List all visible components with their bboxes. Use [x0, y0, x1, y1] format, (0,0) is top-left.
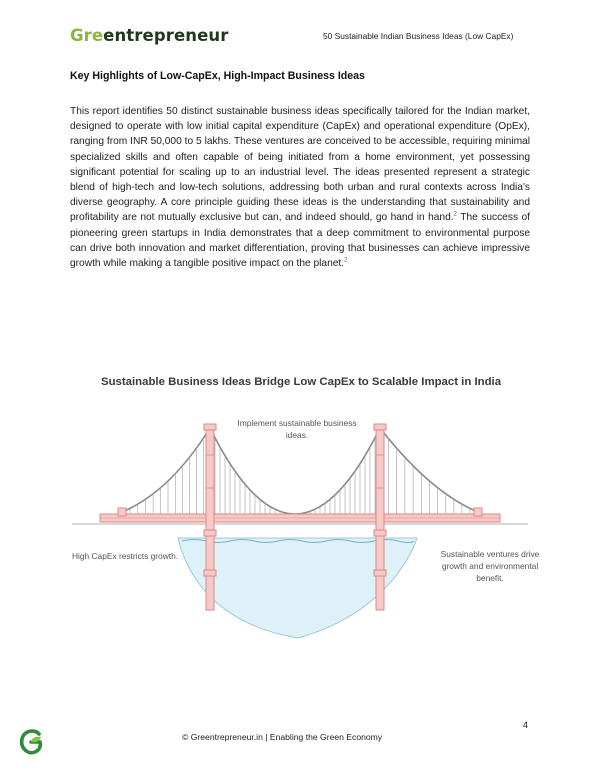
section-heading: Key Highlights of Low-CapEx, High-Impact Business Ideas	[70, 70, 365, 82]
bridge-illustration	[60, 410, 540, 650]
right-end-post	[474, 508, 482, 516]
suspender-cables	[130, 438, 470, 514]
label-sustainable-ventures: Sustainable ventures drive growth and environmental benefit.	[440, 549, 540, 583]
label-high-capex: High CapEx restricts growth.	[71, 551, 179, 561]
footnote-ref-1[interactable]: 2	[453, 212, 457, 219]
brand-logo	[70, 26, 228, 45]
left-tower	[204, 424, 216, 610]
document-title: 50 Sustainable Indian Business Ideas (Low CapEx)	[323, 31, 514, 41]
greentrepreneur-g-leaf-icon	[18, 728, 44, 756]
brand-prefix: Gre	[70, 26, 104, 45]
paragraph-part-2: The success of pioneering green startups in India demonstrates that a deep commitment to environmental purpose can drive both innovation and market differentiation, proving that businesses can achieve impressive growth while making a tangible positive impact on the planet.	[70, 212, 530, 270]
footer-text: © Greentrepreneur.in | Enabling the Green Economy	[182, 732, 383, 742]
paragraph-part-1: This report identifies 50 distinct sustainable business ideas specifically tailored for the Indian market, designed to operate with low initial capital expenditure (CapEx) and operational expenditure (OpEx), ranging from INR 50,000 to 5 lakhs. These ventures are conceived to be accessible, requiring minimal specialized skills and often capable of being initiated from a home environment, yet possessing significant potential for scaling up to an industrial level. The ideas presented represent a strategic blend of high-tech and low-tech solutions, addressing both urban and rural contexts across India's diverse geography. A core principle guiding these ideas is the understanding that sustainability and profitability are not mutually exclusive but can, and indeed should, go hand in hand.	[70, 106, 530, 224]
footnote-ref-2[interactable]: 2	[344, 257, 348, 264]
page-number: 4	[523, 720, 529, 730]
brand-suffix: entrepreneur	[103, 26, 229, 45]
body-paragraph	[70, 104, 530, 271]
label-implement: Implement sustainable business ideas.	[237, 418, 357, 440]
left-end-post	[118, 508, 126, 516]
right-tower	[374, 424, 386, 610]
figure-title: Sustainable Business Ideas Bridge Low CapEx to Scalable Impact in India	[101, 376, 502, 388]
